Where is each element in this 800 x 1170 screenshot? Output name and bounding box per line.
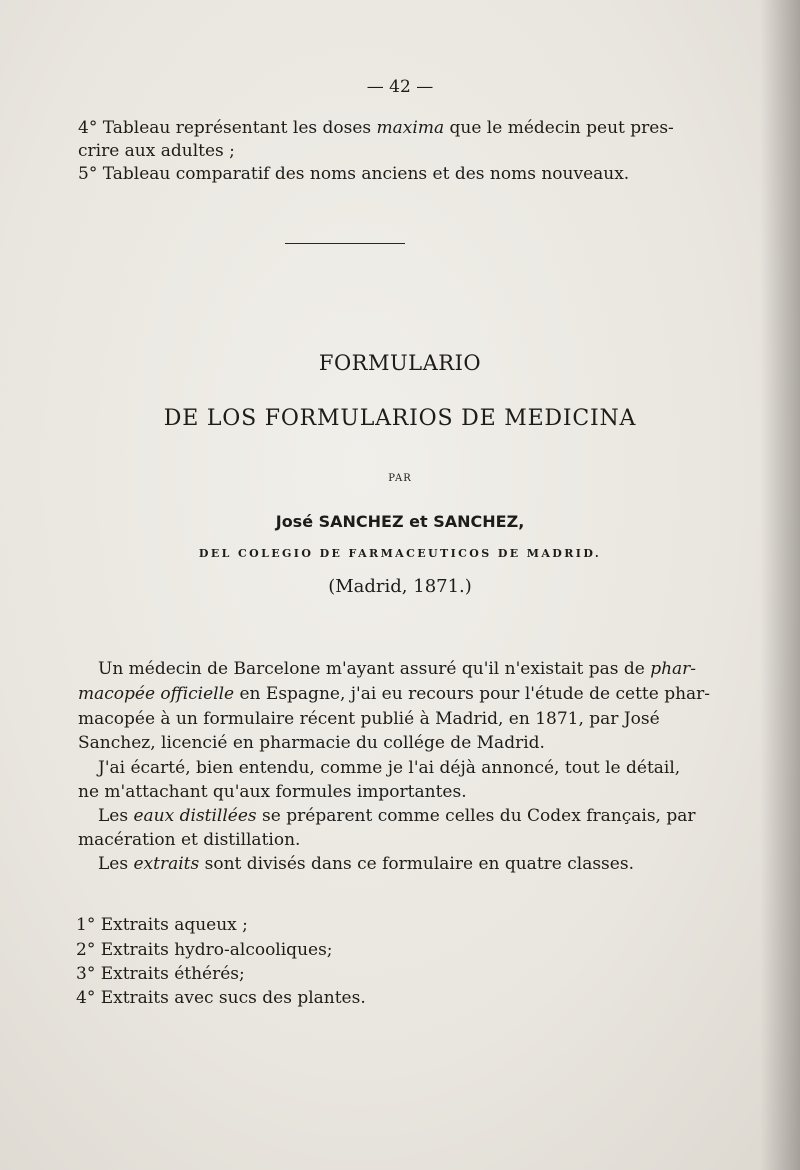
heading-par: PAR	[388, 473, 412, 484]
heading-title-2: DE LOS FORMULARIOS DE MEDICINA	[163, 406, 637, 431]
body-line-1: Un médecin de Barcelone m'ayant assuré qu'il n'existait pas de phar-	[98, 659, 697, 679]
section-divider	[285, 243, 405, 244]
top-list-item-4: 4° Tableau représentant les doses maxima que le médecin peut pres-	[78, 118, 674, 138]
heading-affiliation: DEL COLEGIO DE FARMACEUTICOS DE MADRID.	[198, 547, 602, 560]
body-line-5: J'ai écarté, bien entendu, comme je l'ai déjà annoncé, tout le détail,	[98, 758, 681, 778]
body-line-2: macopée officielle en Espagne, j'ai eu recours pour l'étude de cette phar-	[78, 684, 711, 704]
extract-list-item-2: 2° Extraits hydro-alcooliques;	[76, 940, 333, 960]
page-number: — 42 —	[366, 77, 434, 97]
heading-author: José SANCHEZ et SANCHEZ,	[275, 512, 525, 531]
extract-list-item-3: 3° Extraits éthérés;	[76, 964, 245, 984]
body-line-6: ne m'attachant qu'aux formules importantes.	[78, 782, 467, 802]
body-line-4: Sanchez, licencié en pharmacie du collége de Madrid.	[78, 733, 545, 753]
heading-title-1: FORMULARIO	[318, 351, 482, 375]
extract-list-item-4: 4° Extraits avec sucs des plantes.	[76, 988, 366, 1008]
extract-list-item-1: 1° Extraits aqueux ;	[76, 915, 248, 935]
top-list-item-5: 5° Tableau comparatif des noms anciens et des noms nouveaux.	[78, 164, 630, 184]
heading-place-date: (Madrid, 1871.)	[328, 576, 472, 597]
top-list-item-4-cont: crire aux adultes ;	[78, 141, 235, 161]
body-line-3: macopée à un formulaire récent publié à Madrid, en 1871, par José	[78, 709, 660, 729]
body-line-7: Les eaux distillées se préparent comme celles du Codex français, par	[98, 806, 696, 826]
body-line-9: Les extraits sont divisés dans ce formulaire en quatre classes.	[98, 854, 634, 874]
body-line-8: macération et distillation.	[78, 830, 301, 850]
